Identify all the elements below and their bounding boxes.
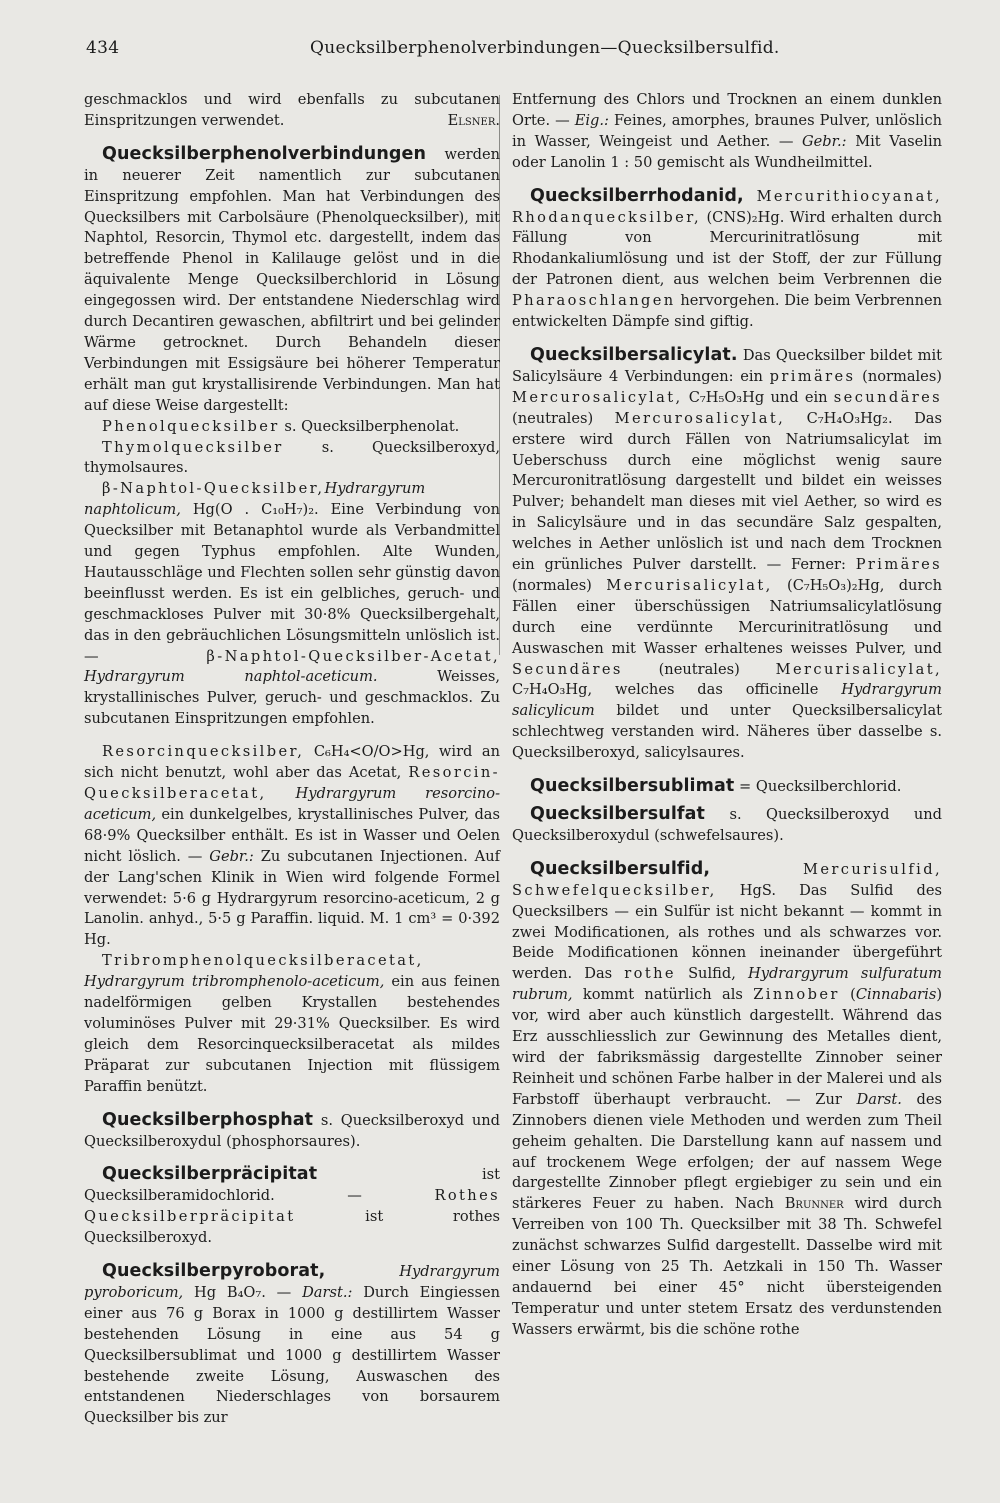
left-column <box>84 90 500 1429</box>
subentry: Thymolquecksilber s. Quecksilberoxyd, thymolsaures. <box>84 438 500 477</box>
entry-salicylat: Quecksilbersalicylat. Das Quecksilber bildet mit Salicylsäure 4 Verbindungen: ein primäres (normales) Mercurosalicylat, C₇H₅O₃Hg und ein secundäres (neutrales) Mercurosalicylat, C₇H₄O₃Hg₂. Das erstere wird durch Fällen von Natriumsalicylat im Ueberschuss durch eine möglichst wenig saure Mercuronitratlösung dargestellt und bildet ein weisses Pulver; behandelt man dieses mit viel Aether, so wird es in Salicylsäure und in das secundäre Salz gespalten, welches in Aether unlöslich ist und nach dem Trocknen ein grünliches Pulver darstellt. — Ferner: Primäres (normales) Mercurisalicylat, (C₇H₅O₃)₂Hg, durch Fällen einer überschüssigen Natriumsalicylatlösung durch eine verdünnte Mercurinitratlösung und Auswaschen mit Wasser erhaltenes weisses Pulver, und Secundäres (neutrales) Mercurisalicylat, C₇H₄O₃Hg, welches das officinelle Hydrargyrum salicylicum bildet und unter Quecksilbersalicylat schlechtweg verstanden wird. Näheres über dasselbe s. Quecksilberoxyd, salicylsaures. <box>512 344 943 762</box>
subentry: Phenolquecksilber s. Quecksilberphenolat. <box>102 417 460 435</box>
right-column <box>512 90 942 1341</box>
running-title: Quecksilberphenolverbindungen—Quecksilbersulfid. <box>310 38 780 58</box>
entry-praecipitat: Quecksilberpräcipitat ist Quecksilberamidochlorid. — Rothes Quecksilberpräcipitat ist rothes Quecksilberoxyd. <box>84 1164 501 1247</box>
page-header <box>86 38 946 64</box>
author-signature: Elsner. <box>447 111 500 129</box>
subentry: Resorcinquecksilber, C₆H₄<O/O>Hg, wird an sich nicht benutzt, wohl aber das Acetat, Resorcin-Quecksilberacetat, Hydrargyrum resorcino-aceticum, ein dunkelgelbes, krystallinisches Pulver, das 68·9% Quecksilber enthält. Es ist in Wasser und Oelen nicht löslich. — Gebr.: Zu subcutanen Injectionen. Auf der Lang'schen Klinik in Wien wird folgende Formel verwendet: 5·6 g Hydrargyrum resorcino-aceticum, 2 g Lanolin. anhyd., 5·5 g Paraffin. liquid. M. 1 cm³ = 0·392 Hg. <box>84 743 501 949</box>
entry-phenolverbindungen: Quecksilberphenolverbindungen werden in neuerer Zeit namentlich zur subcutanen Einspritzung empfohlen. Man hat Verbindungen des Quecksilbers mit Carbolsäure (Phenolquecksilber), mit Naphtol, Resorcin, Thymol etc. dargestellt, indem das betreffende Phenol in Kalilauge gelöst und in die äquivalente Menge Quecksilberchlorid in Lösung eingegossen wird. Der entstandene Niederschlag wird durch Decantiren gewaschen, abfiltrirt und bei gelinder Wärme getrocknet. Durch Behandeln dieser Verbindungen mit Essigsäure bei höherer Temperatur erhält man gut krystallisirende Verbindungen. Man hat auf diese Weise dargestellt: <box>84 143 500 414</box>
entry-headword: Quecksilberpyroborat, <box>102 1261 326 1282</box>
entry-sulfat: Quecksilbersulfat s. Quecksilberoxyd und Quecksilberoxydul (schwefelsaures). <box>512 804 942 844</box>
entry-rhodanid: Quecksilberrhodanid, Mercurithiocyanat, Rhodanquecksilber, (CNS)₂Hg. Wird erhalten durch Fällung von Mercurinitratlösung mit Rhodankaliumlösung und ist der Stoff, der zur Füllung der Patronen dient, aus welchen beim Verbrennen die Pharaoschlangen hervorgehen. Die beim Verbrennen entwickelten Dämpfe sind giftig. <box>512 185 943 331</box>
paragraph: Entfernung des Chlors und Trocknen an einem dunklen Orte. — Eig.: Feines, amorphes, braunes Pulver, unlöslich in Wasser, Weingeist und Aether. — Gebr.: Mit Vaselin oder Lanolin 1 : 50 gemischt als Wundheilmittel. <box>512 91 943 171</box>
entry-headword: Quecksilbersulfid, <box>530 858 711 879</box>
entry-pyroborat: Quecksilberpyroborat, Hydrargyrum pyroboricum, Hg B₄O₇. — Darst.: Durch Eingiessen einer aus 76 g Borax in 1000 g destillirtem Wasser bestehenden Lösung in eine aus 54 g Quecksilbersublimat und 1000 g destillirtem Wasser bestehende zweite Lösung, Auswaschen des entstandenen Niederschlages von borsaurem Quecksilber bis zur <box>84 1261 501 1427</box>
entry-sublimat: Quecksilbersublimat = Quecksilberchlorid. <box>530 776 902 797</box>
entry-headword: Quecksilbersalicylat. <box>530 344 738 365</box>
subentry: β-Naphtol-Quecksilber,Hydrargyrum naphtolicum, Hg(O . C₁₀H₇)₂. Eine Verbindung von Quecksilber mit Betanaphtol wurde als Verbandmittel und gegen Typhus empfohlen. Alte Wunden, Hautausschläge und Flechten sollen sehr günstig davon beeinflusst werden. Es ist ein gelbliches, geruch- und geschmackloses Pulver mit 30·8% Quecksilbergehalt, das in den gebräuchlichen Lösungsmitteln unlöslich ist. — β-Naphtol-Quecksilber-Acetat, Hydrargyrum naphtol-aceticum. Weisses, krystallinisches Pulver, geruch- und geschmacklos. Zu subcutanen Einspritzungen empfohlen. <box>84 480 500 728</box>
page-number: 434 <box>86 38 120 58</box>
paragraph: geschmacklos und wird ebenfalls zu subcutanen Einspritzungen verwendet. Elsner. <box>84 90 500 132</box>
entry-headword: Quecksilberphenolverbindungen <box>102 143 427 164</box>
entry-sulfid: Quecksilbersulfid, Mercurisulfid, Schwefelquecksilber, HgS. Das Sulfid des Quecksilbers — ein Sulfür ist nicht bekannt — kommt in zwei Modificationen, als rothes und als schwarzes vor. Beide Modificationen können ineinander übergeführt werden. Das rothe Sulfid, Hydrargyrum sulfuratum rubrum, kommt natürlich als Zinnober (Cinnabaris) vor, wird aber auch künstlich dargestellt. Während das Erz ausschliesslich zur Gewinnung des Metalles dient, wird der fabriksmässig dargestellte Zinnober seiner Reinheit und schönen Farbe halber in der Malerei und als Farbstoff überhaupt verbraucht. — Zur Darst. des Zinnobers dienen viele Methoden und werden zum Theil geheim gehalten. Die Darstellung kann auf nassem und auf trockenem Wege erfolgen; der auf nassem Wege dargestellte Zinnober pflegt ergiebiger zu sein und ein stärkeres Feuer zu haben. Nach Brunner wird durch Verreiben von 100 Th. Quecksilber mit 38 Th. Schwefel zunächst schwarzes Sulfid dargestellt. Dasselbe wird mit einer Lösung von 25 Th. Aetzkali in 150 Th. Wasser andauernd bei einer 45° nicht übersteigenden Temperatur und unter stetem Ersatz des verdunstenden Wassers erwärmt, bis die schöne rothe <box>512 858 943 1338</box>
entry-headword: Quecksilberphosphat <box>102 1109 314 1130</box>
entry-headword: Quecksilberpräcipitat <box>102 1164 318 1185</box>
entry-headword: Quecksilbersulfat <box>530 804 706 824</box>
entry-headword: Quecksilbersublimat <box>530 776 735 797</box>
subentry: Tribromphenolquecksilberacetat, Hydrargyrum tribromphenolo-aceticum, ein aus feinen nadelförmigen gelben Krystallen bestehendes voluminöses Pulver mit 29·31% Quecksilber. Es wird gleich dem Resorcinquecksilberacetat als mildes Präparat zur subcutanen Injection mit flüssigem Paraffin benützt. <box>84 952 500 1095</box>
entry-headword: Quecksilberrhodanid, <box>530 185 744 206</box>
entry-phosphat: Quecksilberphosphat s. Quecksilberoxyd und Quecksilberoxydul (phosphorsaures). <box>84 1109 500 1150</box>
